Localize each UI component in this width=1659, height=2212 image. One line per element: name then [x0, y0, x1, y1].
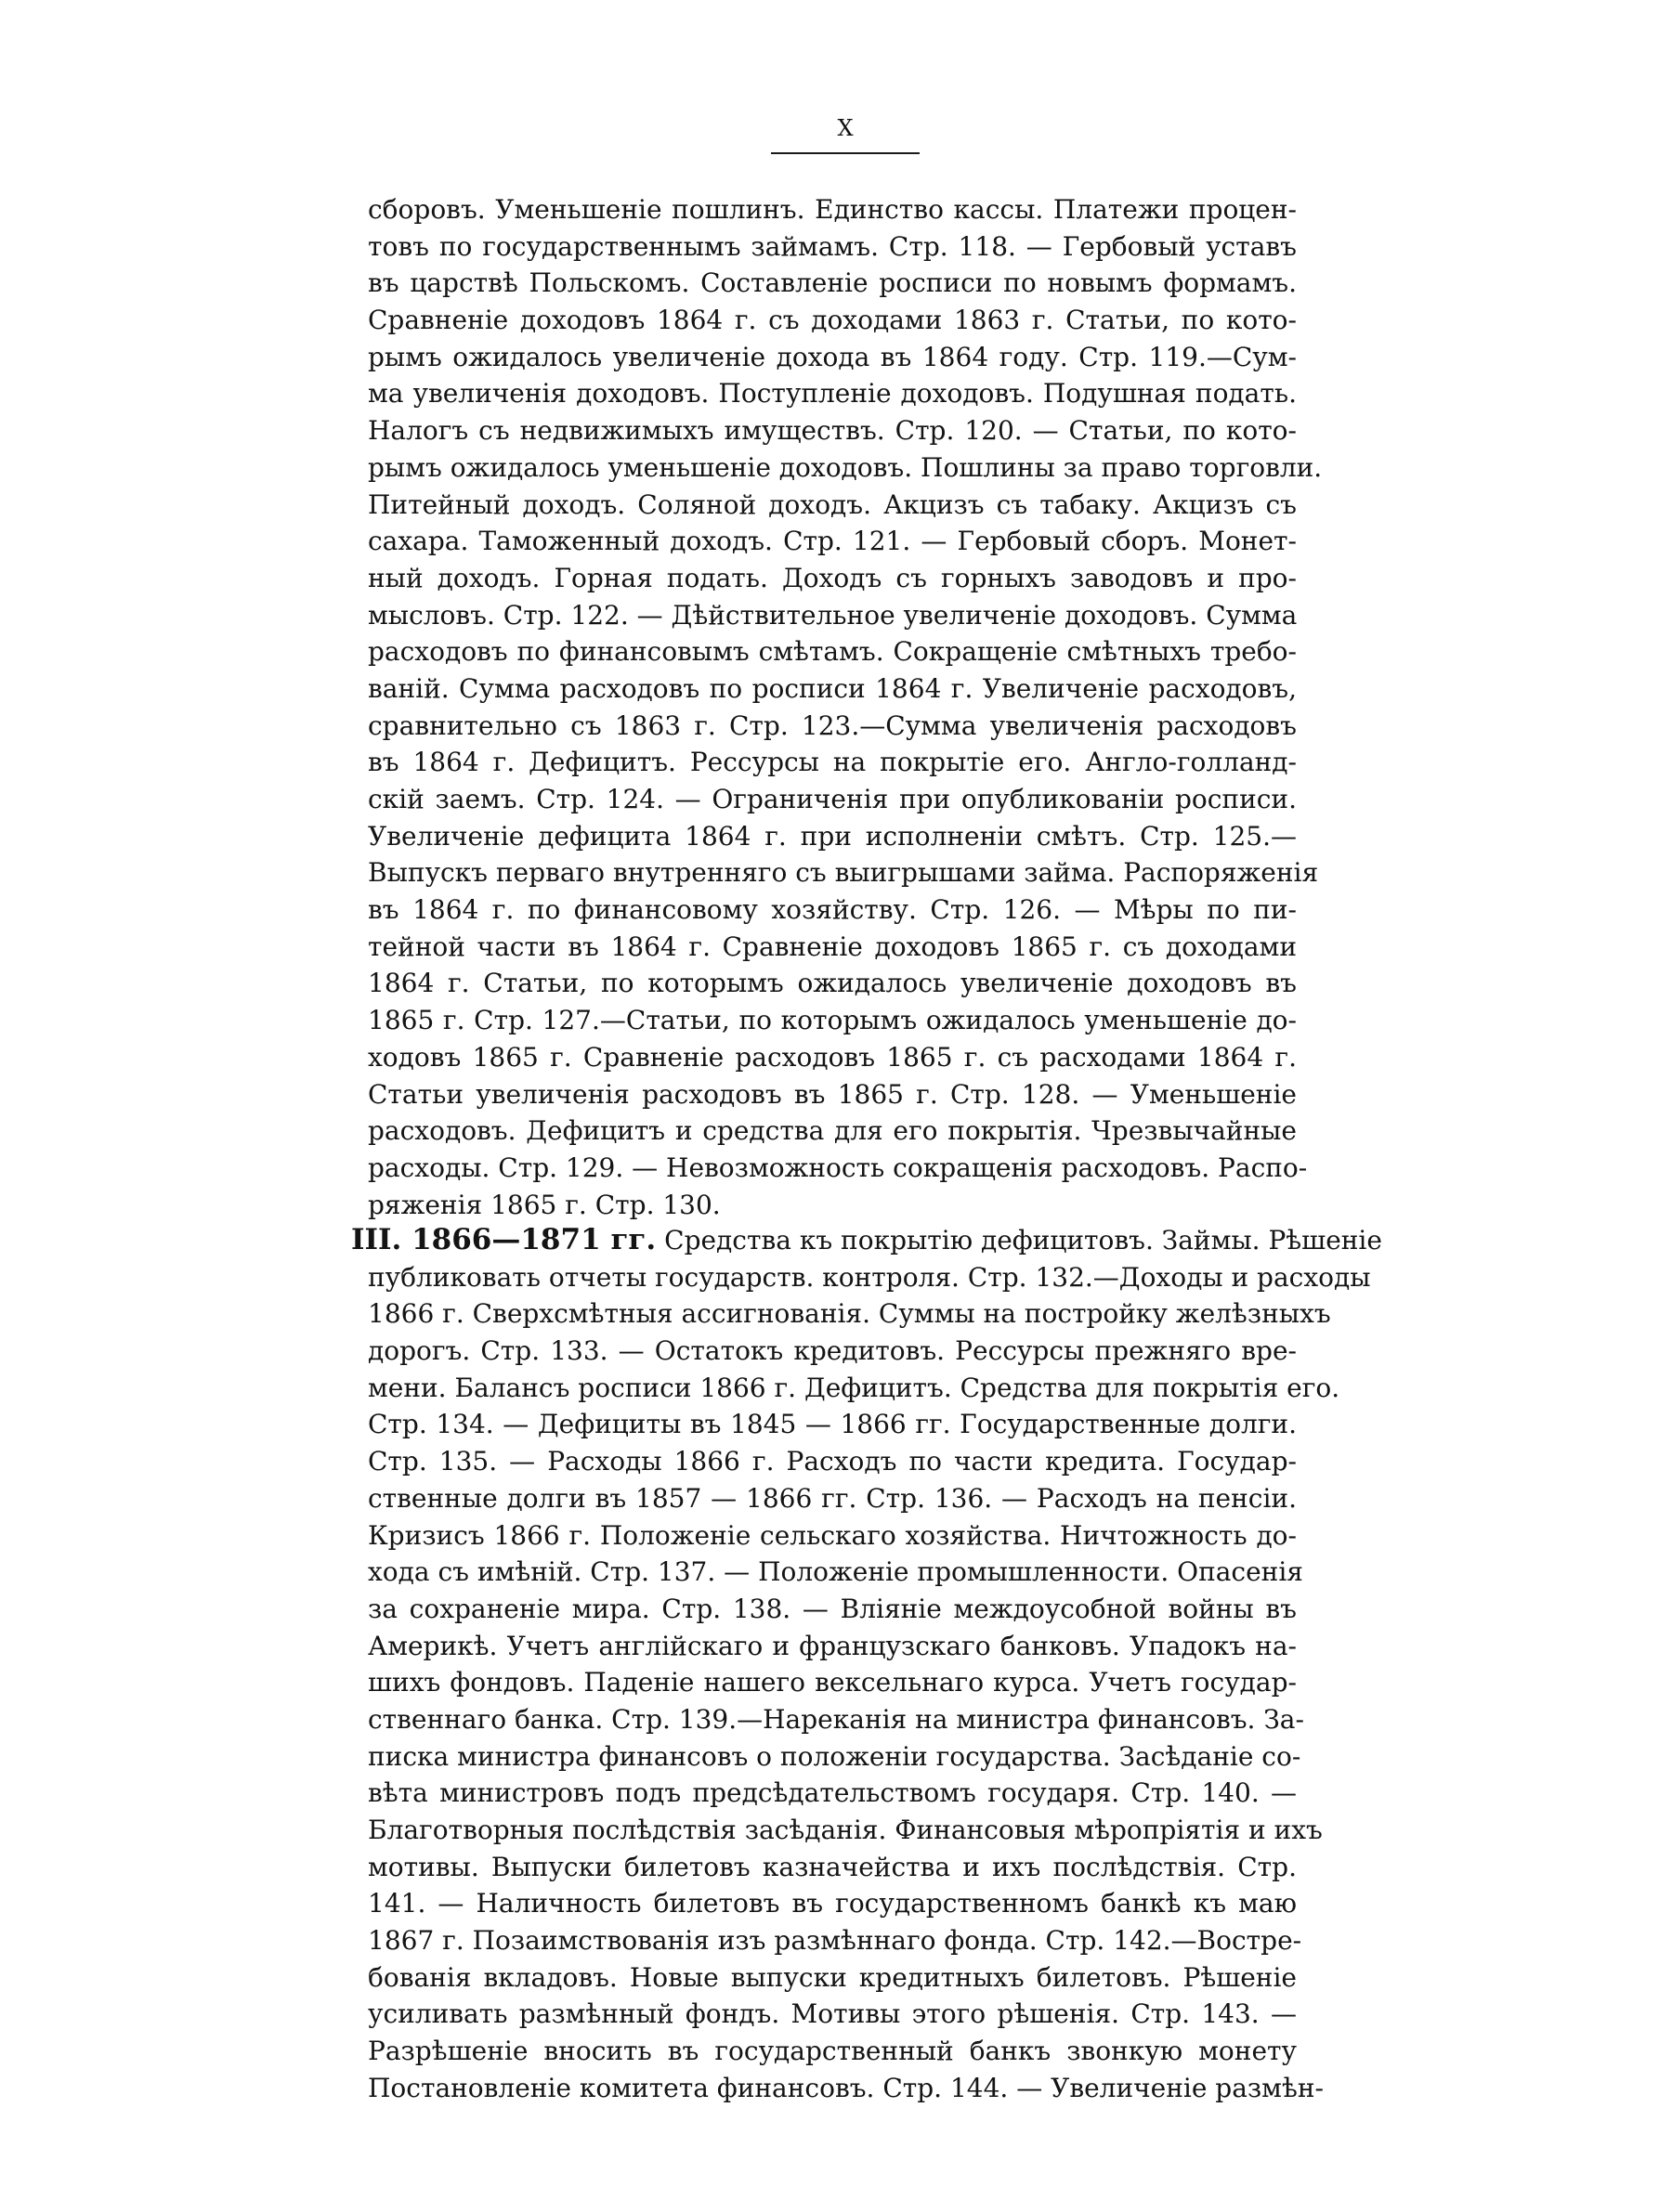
text-line: расходовъ. Дефицитъ и средства для его покрытія. Чрезвычайные [368, 1115, 1297, 1147]
text-line: сравнительно съ 1863 г. Стр. 123.—Сумма увеличенія расходовъ [368, 709, 1297, 741]
text-line: Статьи увеличенія расходовъ въ 1865 г. Стр. 128. — Уменьшеніе [368, 1078, 1297, 1110]
text-line: Стр. 135. — Расходы 1866 г. Расходъ по части кредита. Государ- [368, 1446, 1297, 1477]
text-line: расходовъ по финансовымъ смѣтамъ. Сокращеніе смѣтныхъ требо- [368, 636, 1297, 668]
page-number: X [837, 115, 854, 141]
text-line: за сохраненіе мира. Стр. 138. — Вліяніе междоусобной войны въ [368, 1593, 1297, 1624]
text-line: Питейный доходъ. Соляной доходъ. Акцизъ съ табаку. Акцизъ съ [368, 488, 1297, 520]
text-line: ственнаго банка. Стр. 139.—Нареканія на министра финансовъ. За- [368, 1703, 1304, 1735]
text-line: Выпускъ перваго внутренняго съ выигрышами займа. Распоряженія [368, 857, 1319, 889]
text-line: сборовъ. Уменьшеніе пошлинъ. Единство кассы. Платежи процен- [368, 194, 1297, 225]
section-heading-line [351, 1222, 1382, 1259]
text-line: 1866 г. Сверхсмѣтныя ассигнованія. Суммы на постройку желѣзныхъ [368, 1298, 1331, 1330]
text-line: въ 1864 г. по финансовому хозяйству. Стр. 126. — Мѣры по пи- [368, 894, 1297, 926]
section-heading-text: Средства къ покрытію дефицитовъ. Займы. Рѣшеніе [664, 1225, 1382, 1256]
text-line: ный доходъ. Горная подать. Доходъ съ горныхъ заводовъ и про- [368, 562, 1297, 593]
text-line: Благотворныя послѣдствія засѣданія. Финансовыя мѣропріятія и ихъ [368, 1815, 1323, 1845]
text-line: хода съ имѣній. Стр. 137. — Положеніе промышленности. Опасенія [368, 1556, 1303, 1588]
text-line: ственные долги въ 1857 — 1866 гг. Стр. 136. — Расходъ на пенсіи. [368, 1482, 1297, 1514]
text-line: мени. Балансъ росписи 1866 г. Дефицитъ. Средства для покрытія его. [368, 1372, 1340, 1403]
text-line: ваній. Сумма расходовъ по росписи 1864 г. Увеличеніе расходовъ, [368, 672, 1297, 704]
text-line: шихъ фондовъ. Паденіе нашего вексельнаго курса. Учетъ государ- [368, 1667, 1297, 1698]
text-line: писка министра финансовъ о положеніи государства. Засѣданіе со- [368, 1740, 1301, 1772]
header-rule [771, 152, 920, 154]
text-line: Сравненіе доходовъ 1864 г. съ доходами 1863 г. Статьи, по кото- [368, 305, 1297, 336]
text-line: 1867 г. Позаимствованія изъ размѣннаго фонда. Стр. 142.—Востре- [368, 1925, 1302, 1957]
text-line: публиковать отчеты государств. контроля. Стр. 132.—Доходы и расходы [368, 1261, 1371, 1293]
text-line: ряженія 1865 г. Стр. 130. [368, 1189, 721, 1220]
section-heading: III. 1866—1871 гг. [351, 1223, 657, 1256]
text-line: товъ по государственнымъ займамъ. Стр. 118. — Гербовый уставъ [368, 230, 1297, 262]
text-line: вѣта министровъ подъ предсѣдательствомъ государя. Стр. 140. — [368, 1777, 1297, 1809]
text-line: Налогъ съ недвижимыхъ имуществъ. Стр. 120. — Статьи, по кото- [368, 415, 1297, 447]
text-line: рымъ ожидалось уменьшеніе доходовъ. Пошлины за право торговли. [368, 451, 1323, 483]
text-line: рымъ ожидалось увеличеніе дохода въ 1864 году. Стр. 119.—Сум- [368, 341, 1297, 372]
paragraph-1866-1871 [351, 1222, 1382, 2107]
text-line: мотивы. Выпуски билетовъ казначейства и ихъ послѣдствія. Стр. [368, 1851, 1297, 1882]
text-line: Стр. 134. — Дефициты въ 1845 — 1866 гг. Государственные долги. [368, 1409, 1297, 1440]
text-line: Разрѣшеніе вносить въ государственный банкъ звонкую монету [368, 2036, 1297, 2067]
text-line: бованія вкладовъ. Новые выпуски кредитныхъ билетовъ. Рѣшеніе [368, 1961, 1297, 1993]
text-line: ма увеличенія доходовъ. Поступленіе доходовъ. Подушная подать. [368, 378, 1297, 410]
text-line: дорогъ. Стр. 133. — Остатокъ кредитовъ. Рессурсы прежняго вре- [368, 1335, 1297, 1367]
text-line: расходы. Стр. 129. — Невозможность сокращенія расходовъ. Распо- [368, 1152, 1308, 1183]
text-line: Постановленіе комитета финансовъ. Стр. 144. — Увеличеніе размѣн- [368, 2072, 1324, 2103]
text-line: 1864 г. Статьи, по которымъ ожидалось увеличеніе доходовъ въ [368, 968, 1297, 999]
text-line: тейной части въ 1864 г. Сравненіе доходовъ 1865 г. съ доходами [368, 930, 1297, 962]
text-line: 1865 г. Стр. 127.—Статьи, по которымъ ожидалось уменьшеніе до- [368, 1005, 1297, 1036]
text-line: Увеличеніе дефицита 1864 г. при исполненіи смѣтъ. Стр. 125.— [368, 820, 1297, 852]
text-line: скій заемъ. Стр. 124. — Ограниченія при опубликованіи росписи. [368, 784, 1297, 814]
text-line: сахара. Таможенный доходъ. Стр. 121. — Гербовый сборъ. Монет- [368, 526, 1297, 557]
text-line: 141. — Наличность билетовъ въ государственномъ банкѣ къ маю [368, 1888, 1297, 1919]
text-line: усиливать размѣнный фондъ. Мотивы этого рѣшенія. Стр. 143. — [368, 1998, 1297, 2030]
text-line: Америкѣ. Учетъ англійскаго и французскаго банковъ. Упадокъ на- [368, 1630, 1297, 1661]
text-line: Кризисъ 1866 г. Положеніе сельскаго хозяйства. Ничтожность до- [368, 1519, 1297, 1551]
text-line: мысловъ. Стр. 122. — Дѣйствительное увеличеніе доходовъ. Сумма [368, 599, 1298, 631]
text-line: въ 1864 г. Дефицитъ. Рессурсы на покрытіе его. Англо-голланд- [368, 747, 1297, 778]
text-line: ходовъ 1865 г. Сравненіе расходовъ 1865 г. съ расходами 1864 г. [368, 1041, 1297, 1073]
paragraph-1866-1865-budgets [368, 191, 1323, 1223]
text-line: въ царствѣ Польскомъ. Составленіе росписи по новымъ формамъ. [368, 267, 1297, 299]
